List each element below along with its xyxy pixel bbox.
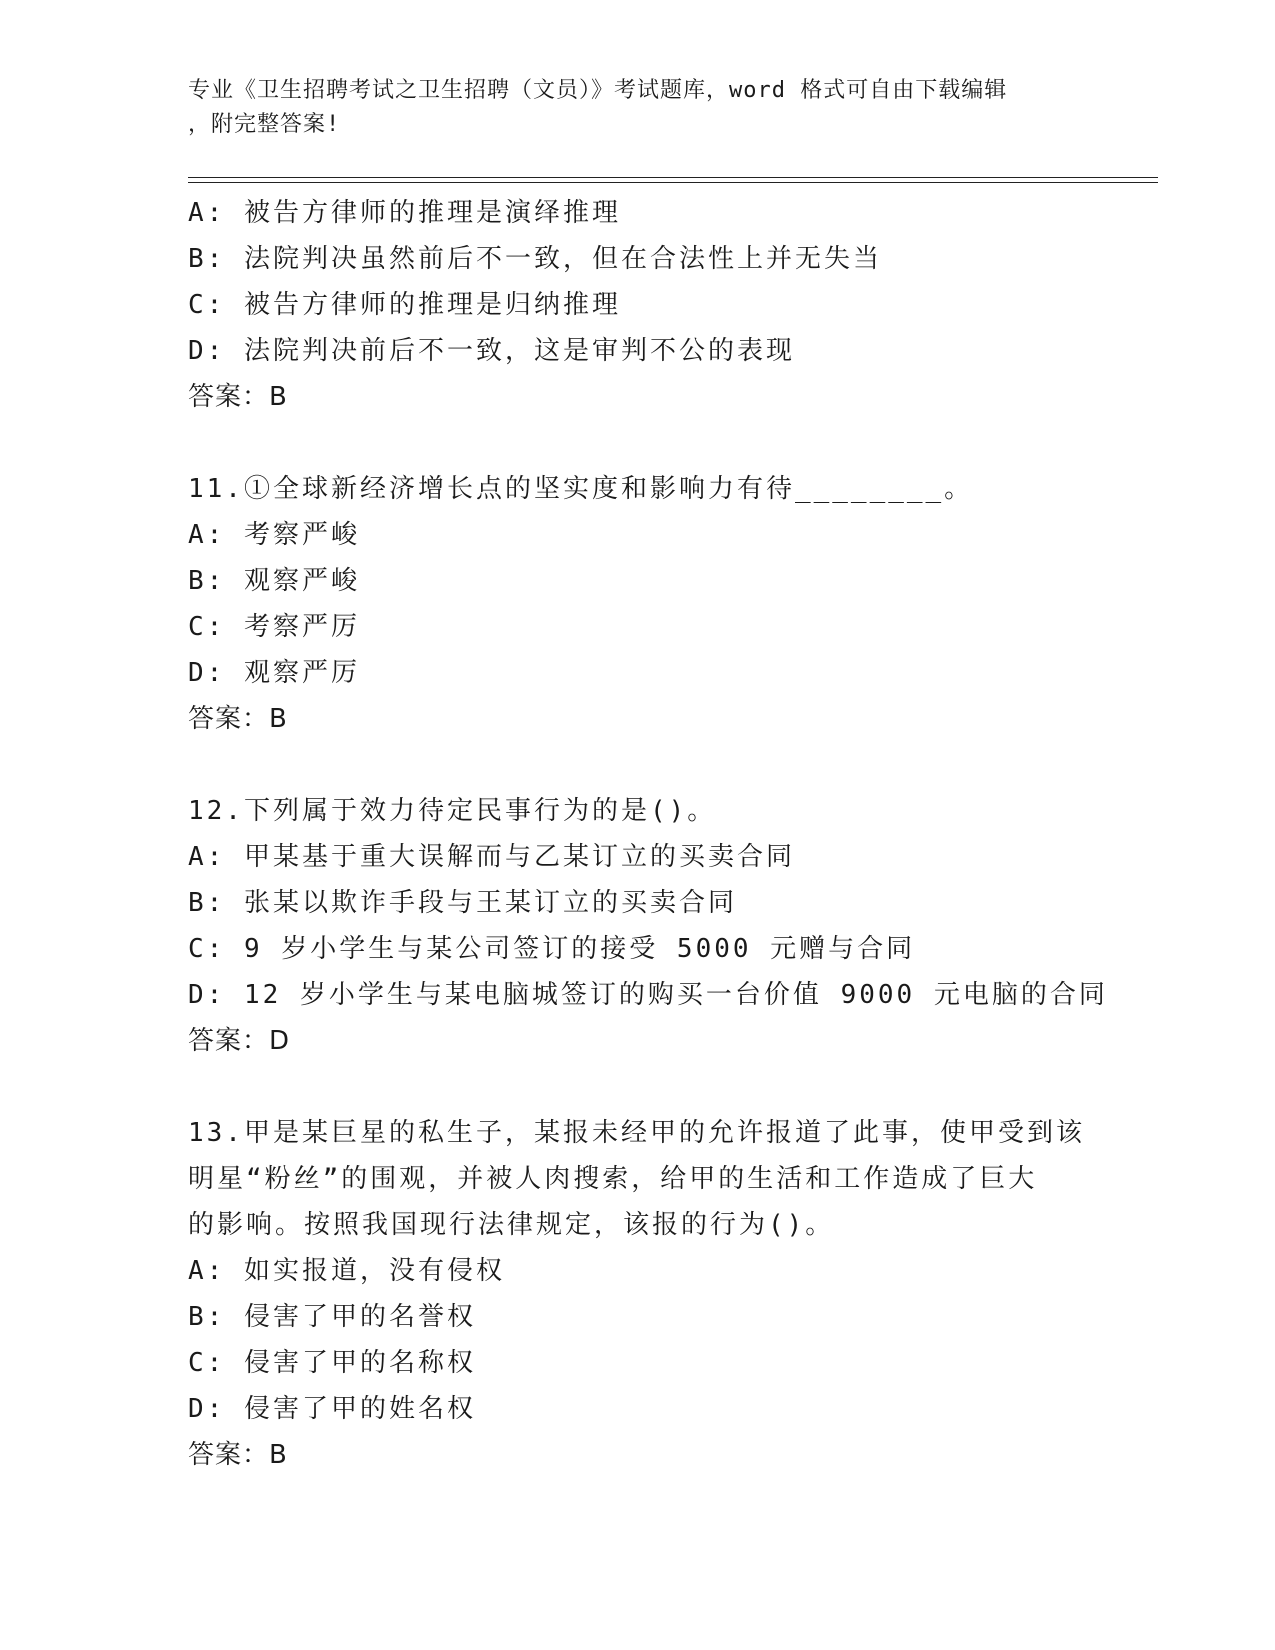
option-c: C: 考察严厉 [188,612,360,642]
question-list [188,190,1148,1478]
answer-line: 答案：B [188,1440,288,1470]
option-b: B: 侵害了甲的名誉权 [188,1302,476,1332]
option-c: C: 被告方律师的推理是归纳推理 [188,290,621,320]
document-header [188,74,1088,142]
option-a: A: 如实报道，没有侵权 [188,1256,505,1286]
question-text-line-3: 的影响。按照我国现行法律规定，该报的行为()。 [188,1210,835,1240]
option-d: D: 观察严厉 [188,658,360,688]
question-block-10 [188,190,1148,420]
header-double-rule [188,177,1158,183]
option-a: A: 被告方律师的推理是演绎推理 [188,198,621,228]
option-b: B: 张某以欺诈手段与王某订立的买卖合同 [188,888,737,918]
header-line-1: 专业《卫生招聘考试之卫生招聘（文员）》考试题库，word 格式可自由下载编辑 [188,78,1008,103]
option-d: D: 12 岁小学生与某电脑城签订的购买一台价值 9000 元电脑的合同 [188,980,1108,1010]
option-b: B: 法院判决虽然前后不一致，但在合法性上并无失当 [188,244,882,274]
option-c: C: 侵害了甲的名称权 [188,1348,476,1378]
spacer [188,1064,1148,1110]
spacer [188,420,1148,466]
question-text: 12.下列属于效力待定民事行为的是()。 [188,796,717,826]
option-c: C: 9 岁小学生与某公司签订的接受 5000 元赠与合同 [188,934,916,964]
question-text-line-2: 明星“粉丝”的围观，并被人肉搜索，给甲的生活和工作造成了巨大 [188,1164,1038,1194]
option-d: D: 法院判决前后不一致，这是审判不公的表现 [188,336,795,366]
question-block-13 [188,1110,1148,1478]
question-text-line-1: 13.甲是某巨星的私生子，某报未经甲的允许报道了此事，使甲受到该 [188,1118,1085,1148]
answer-line: 答案：B [188,382,288,412]
question-block-12 [188,788,1148,1064]
option-b: B: 观察严峻 [188,566,360,596]
answer-line: 答案：B [188,704,288,734]
header-line-2: ，附完整答案! [188,112,341,137]
question-text: 11.①全球新经济增长点的坚实度和影响力有待________。 [188,474,974,504]
answer-line: 答案：D [188,1026,291,1056]
spacer [188,742,1148,788]
option-d: D: 侵害了甲的姓名权 [188,1394,476,1424]
option-a: A: 考察严峻 [188,520,360,550]
option-a: A: 甲某基于重大误解而与乙某订立的买卖合同 [188,842,795,872]
question-block-11 [188,466,1148,742]
